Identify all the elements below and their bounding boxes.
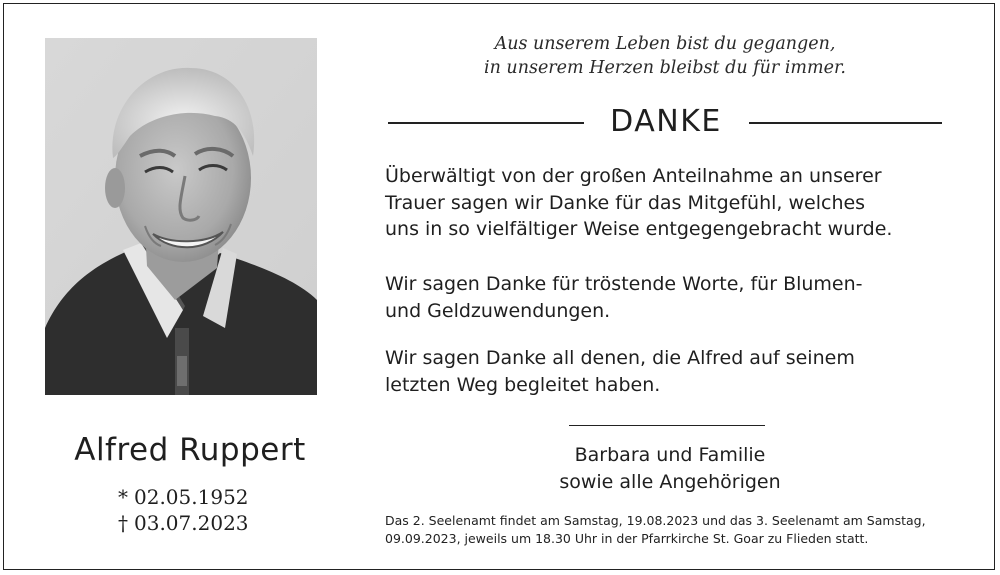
mass-notice-line-2: 09.09.2023, jeweils um 18.30 Uhr in der Pfarrkirche St. Goar zu Flieden statt. xyxy=(385,531,869,546)
heading-rule-left xyxy=(388,122,584,124)
birth-symbol: * xyxy=(118,485,128,509)
verse-line-1: Aus unserem Leben bist du gegangen, xyxy=(494,34,836,54)
portrait-photo xyxy=(45,38,317,395)
paragraph-1 xyxy=(385,163,955,243)
cross-icon: † xyxy=(118,511,128,535)
paragraph-3-line-1: Wir sagen Danke all denen, die Alfred auf seinem xyxy=(385,347,855,369)
heading-rule-right xyxy=(749,122,942,124)
verse-line-2: in unserem Herzen bleibst du für immer. xyxy=(484,58,846,78)
paragraph-1-line-2: Trauer sagen wir Danke für das Mitgefühl, welches xyxy=(385,191,866,214)
mass-notice xyxy=(385,512,965,548)
birth-date-row xyxy=(118,484,249,510)
signature-rule xyxy=(569,425,765,426)
paragraph-1-line-3: uns in so vielfältiger Weise entgegengebracht wurde. xyxy=(385,218,893,240)
paragraph-2-line-2: und Geldzuwendungen. xyxy=(385,299,611,322)
paragraph-3 xyxy=(385,345,955,398)
paragraph-1-line-1: Überwältigt von der großen Anteilnahme an unserer xyxy=(385,165,882,187)
signature-line-1: Barbara und Familie xyxy=(574,444,766,466)
life-dates xyxy=(118,484,249,536)
deceased-name: Alfred Ruppert xyxy=(74,432,306,468)
paragraph-2-line-1: Wir sagen Danke für tröstende Worte, für Blumen- xyxy=(385,273,863,295)
paragraph-3-line-2: letzten Weg begleitet haben. xyxy=(385,373,661,396)
mass-notice-line-1: Das 2. Seelenamt findet am Samstag, 19.08.2023 und das 3. Seelenamt am Samstag, xyxy=(385,513,926,528)
death-date: 03.07.2023 xyxy=(134,511,249,535)
heading-danke: DANKE xyxy=(610,104,722,139)
portrait-photo-icon xyxy=(45,38,317,395)
death-date-row xyxy=(118,510,249,536)
paragraph-2 xyxy=(385,271,955,324)
birth-date: 02.05.1952 xyxy=(134,485,249,509)
signature xyxy=(490,442,850,496)
signature-line-2: sowie alle Angehörigen xyxy=(559,471,781,493)
memorial-verse xyxy=(380,32,950,80)
